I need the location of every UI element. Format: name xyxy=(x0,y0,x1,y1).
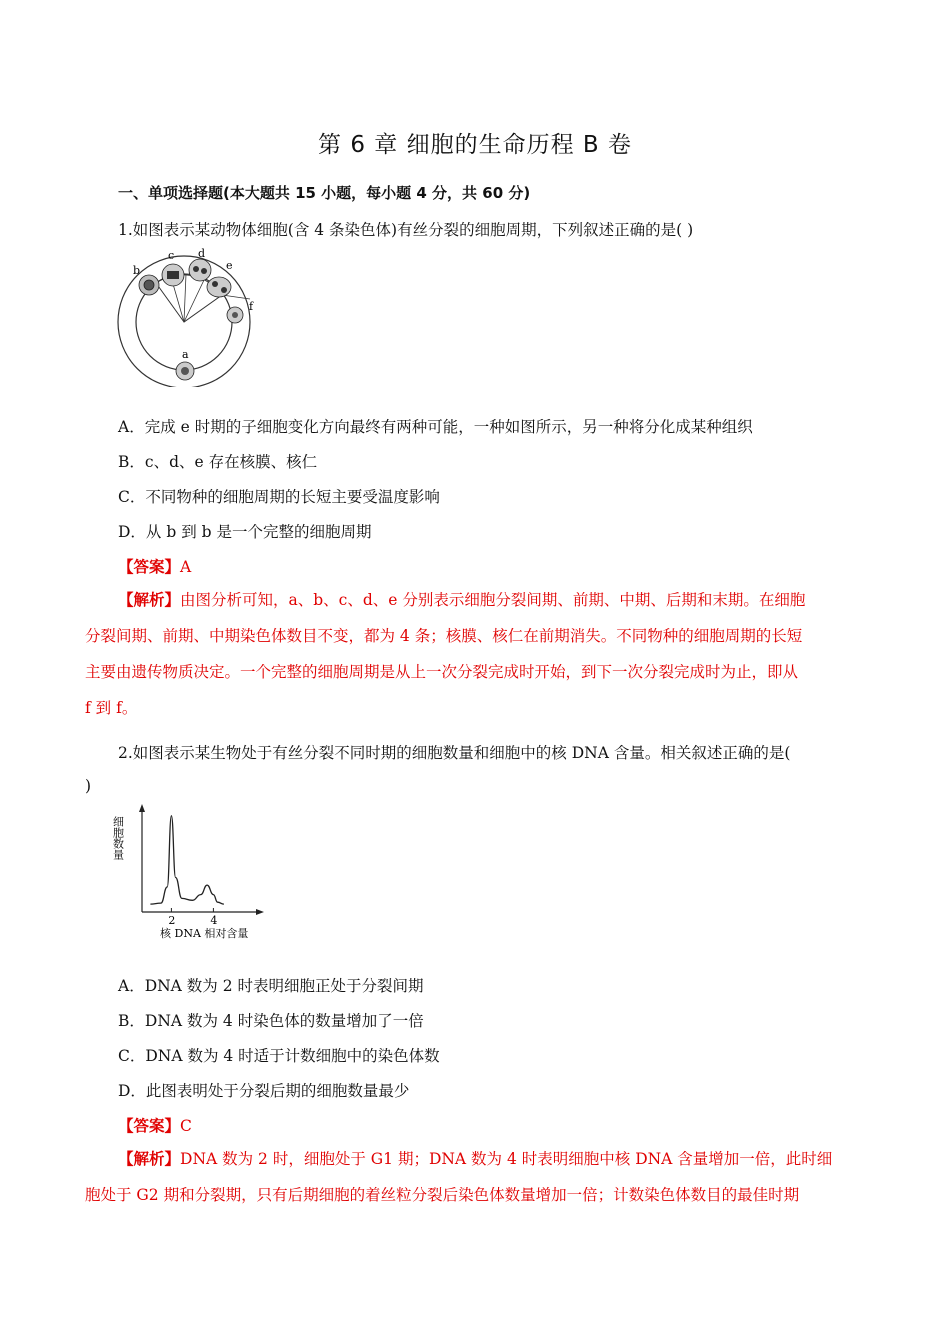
label-f: f xyxy=(249,300,254,313)
page-title: 第 6 章 细胞的生命历程 B 卷 xyxy=(318,132,632,158)
q1-option-b: B．c、d、e 存在核膜、核仁 xyxy=(118,453,318,471)
q2-analysis xyxy=(85,1141,865,1213)
q1-stem: 1.如图表示某动物体细胞(含 4 条染色体)有丝分裂的细胞周期，下列叙述正确的是( ) xyxy=(118,221,694,239)
q1-analysis-line-4: f 到 f。 xyxy=(85,699,138,717)
q2-dna-chart xyxy=(112,804,272,944)
chart-ylabel: 细胞数量 xyxy=(112,816,125,860)
chart-x-tick-label-4: 4 xyxy=(210,914,218,927)
q1-analysis-line-3: 主要由遗传物质决定。一个完整的细胞周期是从上一次分裂完成时开始，到下一次分裂完成时为止，即从 xyxy=(85,663,799,681)
q2-analysis-tag: 【解析】 xyxy=(118,1149,181,1168)
q2-option-c: C．DNA 数为 4 时适于计数细胞中的染色体数 xyxy=(118,1047,440,1065)
label-c: c xyxy=(168,249,175,262)
q2-stem-line-1: 2.如图表示某生物处于有丝分裂不同时期的细胞数量和细胞中的核 DNA 含量。相关叙述正确的是( xyxy=(118,744,791,762)
q1-option-d: D．从 b 到 b 是一个完整的细胞周期 xyxy=(118,523,372,541)
cell-d xyxy=(189,259,211,281)
q2-option-b: B．DNA 数为 4 时染色体的数量增加了一倍 xyxy=(118,1012,424,1030)
q1-analysis-line-1: 【解析】由图分析可知，a、b、c、d、e 分别表示细胞分裂间期、前期、中期、后期和末期。在细胞 xyxy=(118,590,806,609)
q1-answer-tag: 【答案】 xyxy=(118,557,181,576)
q1-option-c: C．不同物种的细胞周期的长短主要受温度影响 xyxy=(118,488,440,506)
chart-xlabel: 核 DNA 相对含量 xyxy=(160,927,249,940)
q2-answer-value: C xyxy=(180,1117,192,1135)
label-e: e xyxy=(226,259,233,272)
cell-b xyxy=(139,275,159,295)
chart-x-tick-label-2: 2 xyxy=(168,914,176,927)
q2-analysis-line-2: 胞处于 G2 期和分裂期，只有后期细胞的着丝粒分裂后染色体数量增加一倍；计数染色体数目的最佳时期 xyxy=(85,1186,800,1204)
label-a: a xyxy=(182,348,189,361)
q1-answer xyxy=(118,555,191,577)
q1-option-a: A．完成 e 时期的子细胞变化方向最终有两种可能，一种如图所示，另一种将分化成某种组织 xyxy=(118,418,753,436)
q2-stem-line-2: ) xyxy=(85,777,92,795)
q1-analysis-tag: 【解析】 xyxy=(118,590,181,609)
q1-cell-cycle-figure xyxy=(116,247,286,387)
cell-c xyxy=(162,264,184,286)
section-heading: 一、单项选择题(本大题共 15 小题，每小题 4 分，共 60 分) xyxy=(118,184,531,202)
cell-a xyxy=(176,362,194,380)
label-d: d xyxy=(198,247,206,260)
label-b: b xyxy=(133,264,141,277)
q1-analysis xyxy=(85,582,865,726)
q2-answer-tag: 【答案】 xyxy=(118,1116,181,1135)
q1-answer-value: A xyxy=(180,558,192,576)
q2-option-a: A．DNA 数为 2 时表明细胞正处于分裂间期 xyxy=(118,977,424,995)
q1-analysis-line-2: 分裂间期、前期、中期染色体数目不变，都为 4 条；核膜、核仁在前期消失。不同物种的细胞周期的长短 xyxy=(85,627,803,645)
cell-f xyxy=(227,307,243,323)
chart-series-line xyxy=(150,816,224,904)
cell-e xyxy=(207,277,231,297)
q2-answer xyxy=(118,1114,192,1136)
q2-option-d: D．此图表明处于分裂后期的细胞数量最少 xyxy=(118,1082,410,1100)
q2-analysis-line-1: 【解析】DNA 数为 2 时，细胞处于 G1 期；DNA 数为 4 时表明细胞中核 DNA 含量增加一倍，此时细 xyxy=(118,1149,833,1168)
